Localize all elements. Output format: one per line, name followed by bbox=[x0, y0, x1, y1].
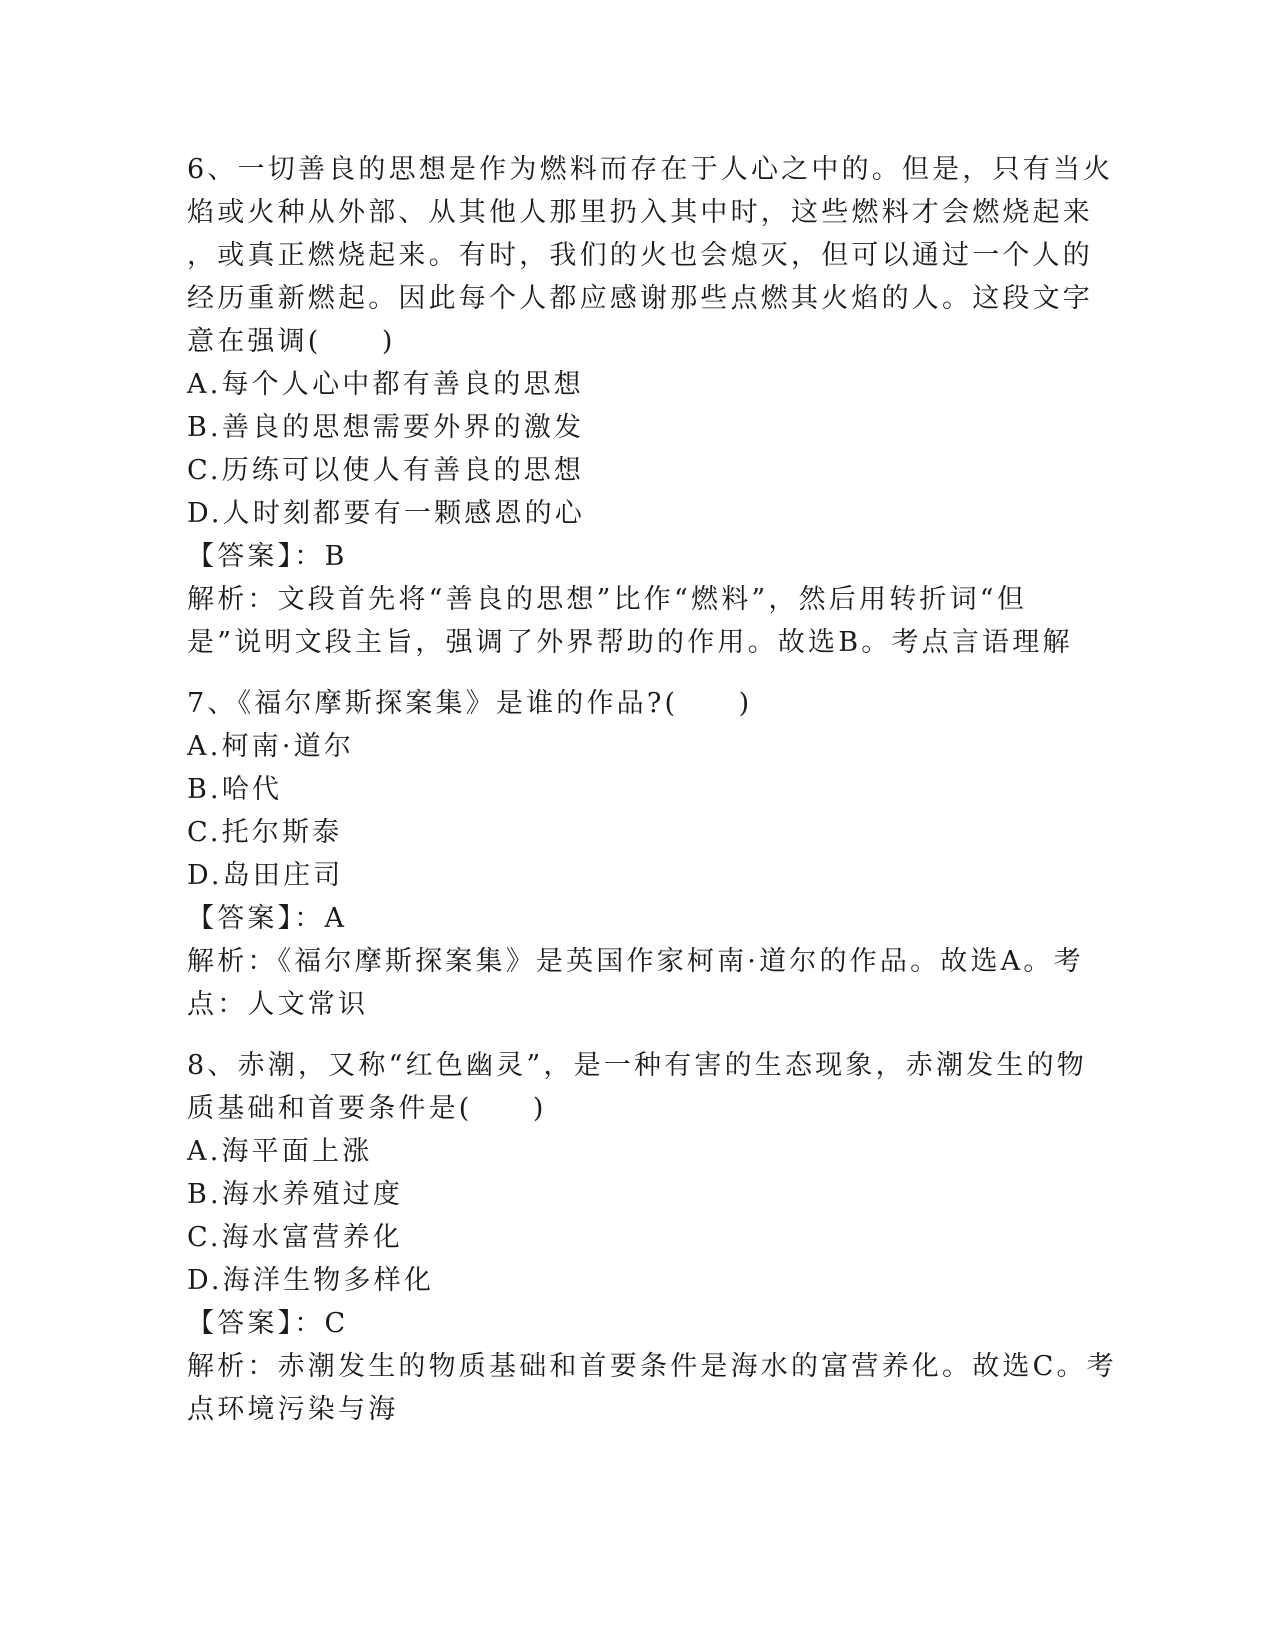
question-8 bbox=[187, 1044, 1117, 1431]
option-c: C.历练可以使人有善良的思想 bbox=[187, 455, 585, 486]
question-6 bbox=[187, 148, 1114, 664]
analysis-line: 解析：文段首先将“善良的思想”比作“燃料”，然后用转折词“但 bbox=[187, 584, 1028, 615]
option-d: D.人时刻都要有一颗感恩的心 bbox=[187, 498, 586, 529]
analysis-line: 解析：《福尔摩斯探案集》是英国作家柯南·道尔的作品。故选A。考 bbox=[187, 946, 1084, 977]
option-a: A.柯南·道尔 bbox=[187, 731, 355, 762]
analysis-line: 解析：赤潮发生的物质基础和首要条件是海水的富营养化。故选C。考 bbox=[187, 1351, 1117, 1382]
question-stem-line: 焰或火种从外部、从其他人那里扔入其中时，这些燃料才会燃烧起来 bbox=[187, 197, 1093, 228]
answer-label: 【答案】：A bbox=[187, 903, 348, 934]
question-stem-line: 质基础和首要条件是( ) bbox=[187, 1093, 547, 1124]
option-a: A.每个人心中都有善良的思想 bbox=[187, 369, 584, 400]
question-7 bbox=[187, 682, 1087, 1026]
question-stem-line: 7、《福尔摩斯探案集》是谁的作品?( ) bbox=[187, 688, 753, 719]
option-b: B.善良的思想需要外界的激发 bbox=[187, 412, 585, 443]
question-stem-line: 6、一切善良的思想是作为燃料而存在于人心之中的。但是，只有当火 bbox=[187, 154, 1114, 185]
question-stem-line: 8、赤潮，又称“红色幽灵”，是一种有害的生态现象，赤潮发生的物 bbox=[187, 1050, 1087, 1081]
option-d: D.海洋生物多样化 bbox=[187, 1265, 435, 1296]
question-stem-line: 意在强调( ) bbox=[187, 326, 396, 357]
question-spacer bbox=[187, 664, 1087, 682]
analysis-line: 是”说明文段主旨，强调了外界帮助的作用。故选B。考点言语理解 bbox=[187, 627, 1073, 658]
question-spacer bbox=[187, 1026, 1087, 1044]
option-b: B.哈代 bbox=[187, 774, 283, 805]
document-page bbox=[187, 148, 1117, 1431]
option-a: A.海平面上涨 bbox=[187, 1136, 373, 1167]
option-b: B.海水养殖过度 bbox=[187, 1179, 404, 1210]
option-c: C.海水富营养化 bbox=[187, 1222, 403, 1253]
analysis-line: 点环境污染与海 bbox=[187, 1394, 399, 1425]
question-stem-line: 经历重新燃起。因此每个人都应感谢那些点燃其火焰的人。这段文字 bbox=[187, 283, 1093, 314]
question-stem-line: ，或真正燃烧起来。有时，我们的火也会熄灭，但可以通过一个人的 bbox=[187, 240, 1093, 271]
option-d: D.岛田庄司 bbox=[187, 860, 344, 891]
answer-label: 【答案】：C bbox=[187, 1308, 349, 1339]
answer-label: 【答案】：B bbox=[187, 541, 348, 572]
option-c: C.托尔斯泰 bbox=[187, 817, 343, 848]
analysis-line: 点：人文常识 bbox=[187, 989, 369, 1020]
